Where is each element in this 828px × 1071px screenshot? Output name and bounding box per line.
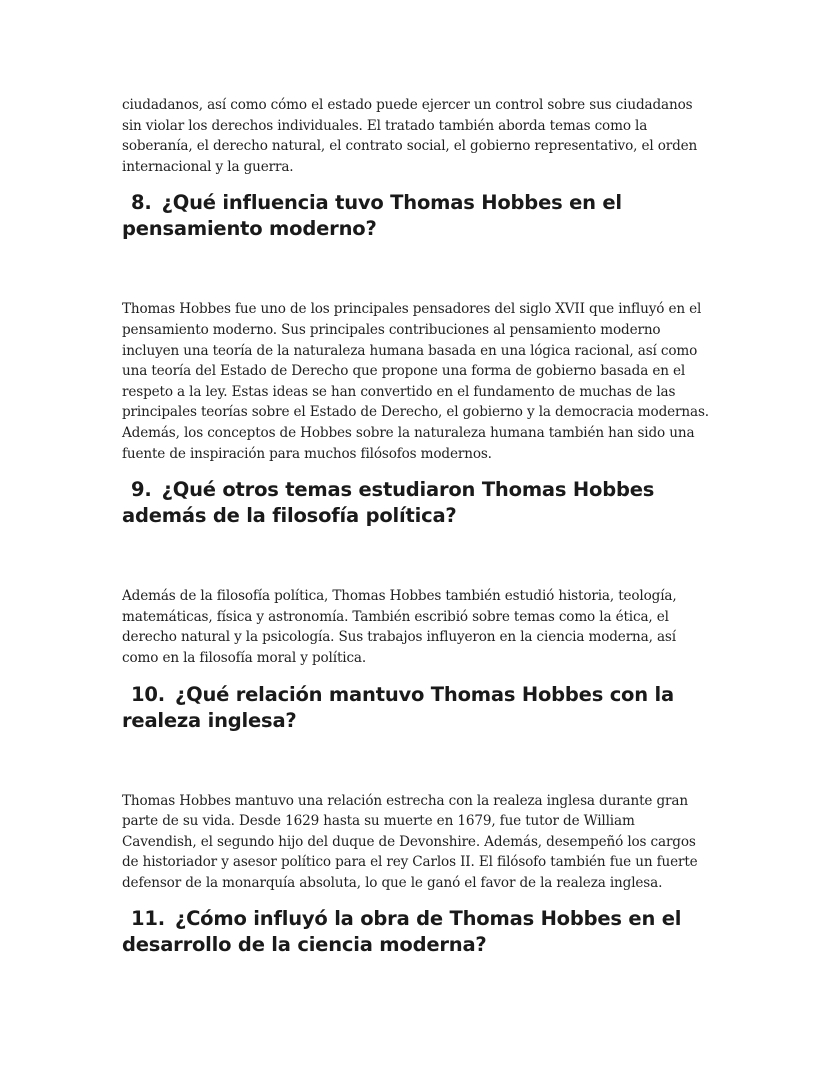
section-answer-9: Además de la filosofía política, Thomas Hobbes también estudió historia, teología, matemáticas, física y astronomía. También escribió sobre temas como la ética, el derecho natural y la psicología. Sus trabajos influyeron en la ciencia moderna, así como en la filosofía moral y política. — [122, 588, 677, 666]
section-number: 10. — [131, 682, 165, 706]
section-number: 8. — [131, 191, 152, 215]
section-question: ¿Cómo influyó la obra de Thomas Hobbes en el desarrollo de la ciencia moderna? — [122, 907, 682, 957]
section-heading-10 — [122, 682, 712, 734]
section-heading-11 — [122, 906, 712, 958]
section-question: ¿Qué influencia tuvo Thomas Hobbes en el pensamiento moderno? — [122, 191, 622, 241]
section-heading-9 — [122, 477, 712, 529]
section-answer-8: Thomas Hobbes fue uno de los principales pensadores del siglo XVII que influyó en el pensamiento moderno. Sus principales contribuciones al pensamiento moderno incluyen una teoría de la naturaleza humana basada en una lógica racional, así como una teoría del Estado de Derecho que propone una forma de gobierno basada en el respeto a la ley. Estas ideas se han convertido en el fundamento de muchas de las principales teorías sobre el Estado de Derecho, el gobierno y la democracia modernas. Además, los conceptos de Hobbes sobre la naturaleza humana también han sido una fuente de inspiración para muchos filósofos modernos. — [122, 301, 709, 462]
section-number: 9. — [131, 478, 152, 502]
intro-paragraph: ciudadanos, así como cómo el estado puede ejercer un control sobre sus ciudadanos sin violar los derechos individuales. El tratado también aborda temas como la soberanía, el derecho natural, el contrato social, el gobierno representativo, el orden internacional y la guerra. — [122, 97, 698, 175]
section-answer-10: Thomas Hobbes mantuvo una relación estrecha con la realeza inglesa durante gran parte de su vida. Desde 1629 hasta su muerte en 1679, fue tutor de William Cavendish, el segundo hijo del duque de Devonshire. Además, desempeñó los cargos de historiador y asesor político para el rey Carlos II. El filósofo también fue un fuerte defensor de la monarquía absoluta, lo que le ganó el favor de la realeza inglesa. — [122, 792, 698, 891]
section-question: ¿Qué otros temas estudiaron Thomas Hobbes además de la filosofía política? — [122, 478, 655, 528]
document-content — [122, 95, 712, 958]
section-number: 11. — [131, 907, 165, 931]
section-question: ¿Qué relación mantuvo Thomas Hobbes con la realeza inglesa? — [122, 682, 674, 732]
section-heading-8 — [122, 190, 712, 242]
